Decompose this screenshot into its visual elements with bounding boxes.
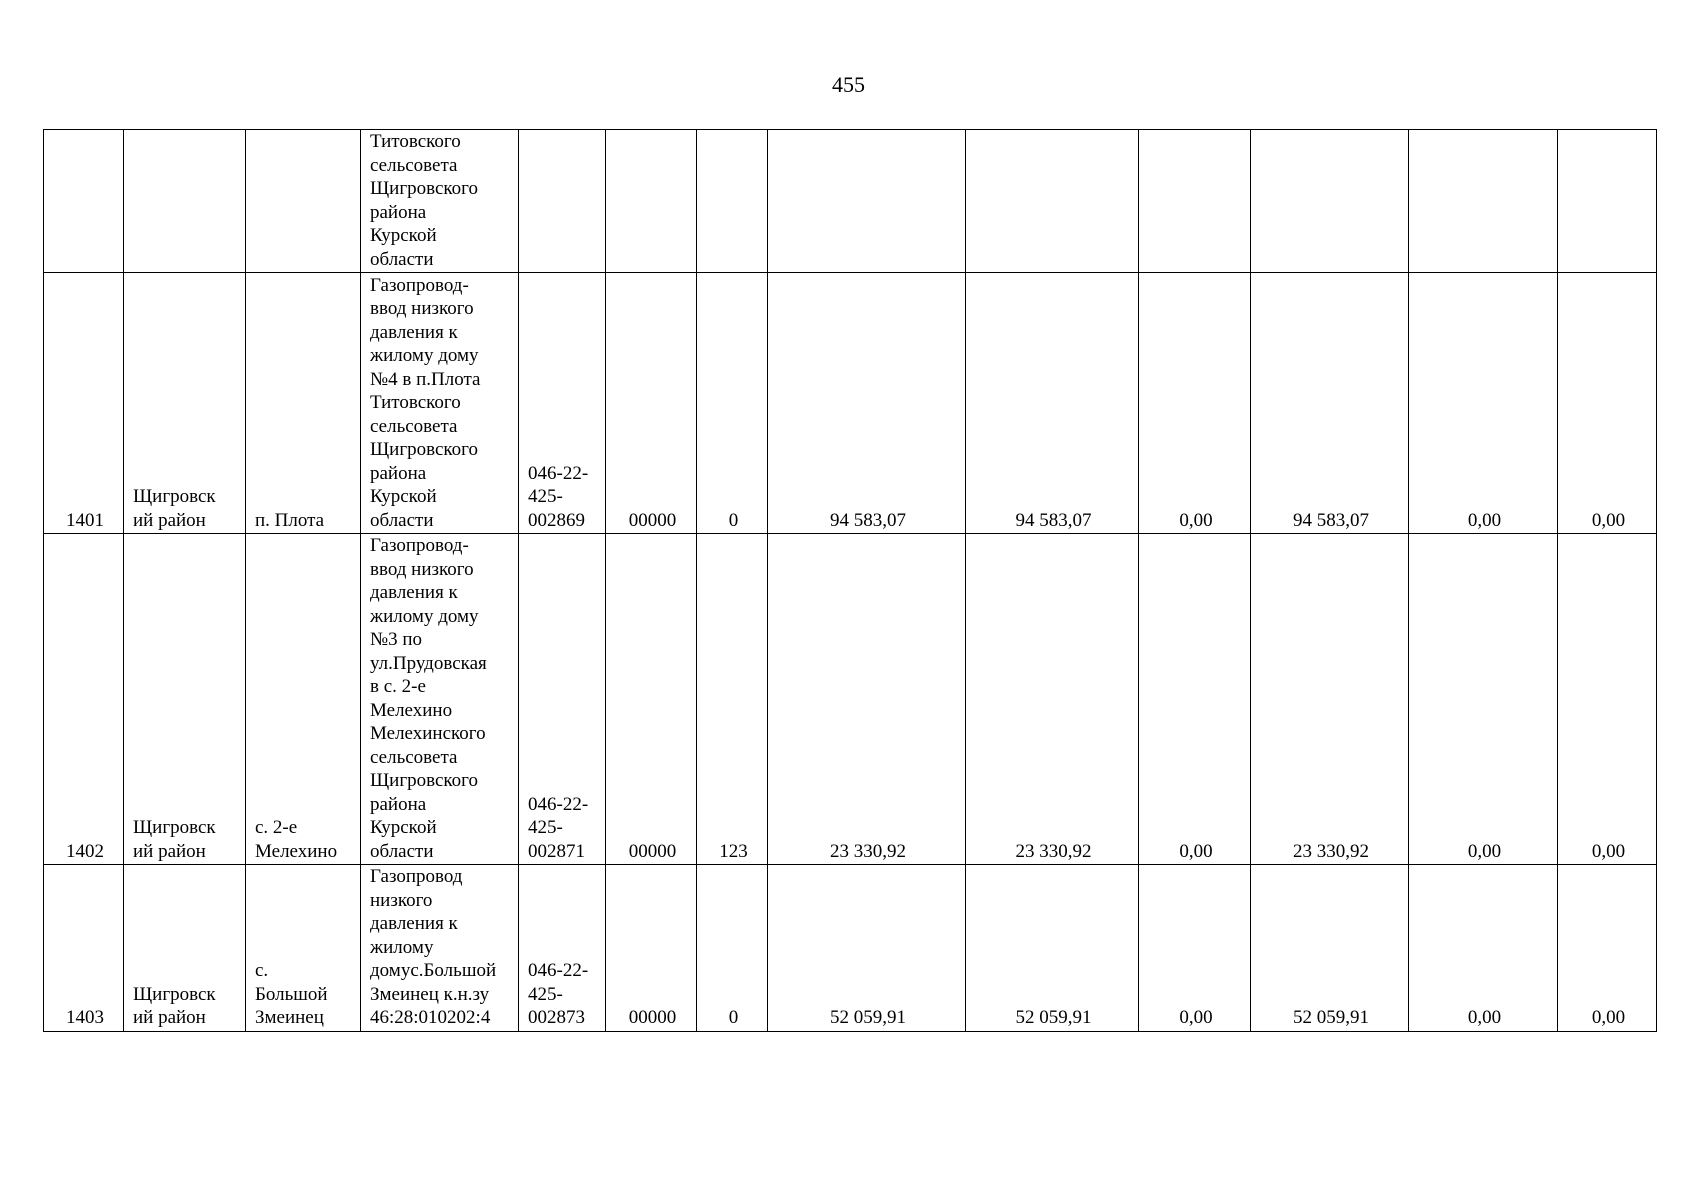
value-cell-1 xyxy=(768,865,966,1032)
district-text: Щигровск ий район xyxy=(133,983,216,1028)
col6-cell xyxy=(606,534,697,865)
value-1: 94 583,07 xyxy=(830,509,906,531)
col6-text: 00000 xyxy=(628,509,677,531)
value-4: 94 583,07 xyxy=(1293,509,1369,531)
value-cell-5 xyxy=(1409,130,1558,273)
locality-cell xyxy=(246,865,361,1032)
description-cell xyxy=(361,534,519,865)
value-1: 23 330,92 xyxy=(830,840,906,862)
value-5: 0,00 xyxy=(1467,509,1502,531)
district-cell xyxy=(124,130,246,273)
code-text: 046-22- 425- 002869 xyxy=(528,462,589,531)
value-5: 0,00 xyxy=(1467,1007,1502,1028)
code-cell xyxy=(519,534,606,865)
value-2: 23 330,92 xyxy=(1015,840,1092,862)
value-cell-3 xyxy=(1139,273,1251,534)
row-number: 1401 xyxy=(66,509,104,531)
value-cell-5 xyxy=(1409,534,1558,865)
row-number: 1402 xyxy=(66,840,104,862)
value-2: 94 583,07 xyxy=(1015,509,1092,531)
description-cell xyxy=(361,865,519,1032)
value-3: 0,00 xyxy=(1179,1007,1213,1028)
value-4: 52 059,91 xyxy=(1293,1007,1369,1028)
value-cell-2 xyxy=(966,865,1139,1032)
district-cell xyxy=(124,273,246,534)
value-3: 0,00 xyxy=(1179,840,1213,862)
value-cell-1 xyxy=(768,273,966,534)
code-cell xyxy=(519,273,606,534)
value-cell-5 xyxy=(1409,273,1558,534)
table-row xyxy=(44,273,1657,534)
col7-cell xyxy=(697,865,768,1032)
value-cell-4 xyxy=(1251,130,1409,273)
value-cell-4 xyxy=(1251,534,1409,865)
district-cell xyxy=(124,534,246,865)
locality-cell xyxy=(246,273,361,534)
value-6: 0,00 xyxy=(1591,509,1626,531)
row-number: 1403 xyxy=(66,1007,104,1028)
value-6: 0,00 xyxy=(1591,840,1626,862)
page-number: 455 xyxy=(832,72,865,97)
row-number-cell xyxy=(44,130,124,273)
value-cell-6 xyxy=(1558,130,1657,273)
locality-cell xyxy=(246,534,361,865)
value-cell-5 xyxy=(1409,865,1558,1032)
col6-cell xyxy=(606,273,697,534)
description-cell xyxy=(361,130,519,273)
value-cell-3 xyxy=(1139,534,1251,865)
code-text: 046-22- 425- 002871 xyxy=(528,793,589,862)
row-number-cell xyxy=(44,865,124,1032)
col7-cell xyxy=(697,534,768,865)
district-cell xyxy=(124,865,246,1032)
locality-text: с. Большой Змеинец xyxy=(255,960,328,1028)
value-6: 0,00 xyxy=(1591,1007,1626,1028)
description-text: Титовского сельсовета Щигровского района Курской области xyxy=(370,131,479,270)
value-cell-6 xyxy=(1558,534,1657,865)
col6-cell xyxy=(606,865,697,1032)
value-3: 0,00 xyxy=(1179,509,1213,531)
row-number-cell xyxy=(44,534,124,865)
value-cell-2 xyxy=(966,130,1139,273)
value-cell-4 xyxy=(1251,273,1409,534)
locality-cell xyxy=(246,130,361,273)
value-4: 23 330,92 xyxy=(1293,840,1369,862)
value-cell-2 xyxy=(966,273,1139,534)
value-2: 52 059,91 xyxy=(1015,1007,1092,1028)
description-text: Газопровод- ввод низкого давления к жилому дому №3 по ул.Прудовская в с. 2-е Мелехино Мелехинского сельсовета Щигровского района Курской области xyxy=(370,535,487,862)
district-text: Щигровск ий район xyxy=(133,486,216,531)
code-cell xyxy=(519,865,606,1032)
value-cell-6 xyxy=(1558,273,1657,534)
table-row xyxy=(44,534,1657,865)
col6-text: 00000 xyxy=(628,1007,677,1028)
district-text: Щигровск ий район xyxy=(133,817,216,862)
col7-text: 0 xyxy=(728,509,739,531)
col7-cell xyxy=(697,130,768,273)
col6-text: 00000 xyxy=(628,840,677,862)
locality-text: п. Плота xyxy=(255,509,325,531)
code-text: 046-22- 425- 002873 xyxy=(528,960,589,1028)
row-number-cell xyxy=(44,273,124,534)
property-register-table xyxy=(43,129,1657,1032)
value-cell-2 xyxy=(966,534,1139,865)
value-cell-6 xyxy=(1558,865,1657,1032)
value-5: 0,00 xyxy=(1467,840,1502,862)
table-row xyxy=(44,130,1657,273)
description-cell xyxy=(361,273,519,534)
value-1: 52 059,91 xyxy=(830,1007,906,1028)
code-cell xyxy=(519,130,606,273)
description-text: Газопровод низкого давления к жилому домус.Большой Змеинец к.н.зу 46:28:010202:4 xyxy=(370,866,497,1028)
value-cell-3 xyxy=(1139,865,1251,1032)
col7-text: 123 xyxy=(719,840,748,862)
locality-text: с. 2-е Мелехино xyxy=(255,817,338,862)
description-text: Газопровод- ввод низкого давления к жилому дому №4 в п.Плота Титовского сельсовета Щигровского района Курской области xyxy=(370,274,481,531)
col6-cell xyxy=(606,130,697,273)
table-row xyxy=(44,865,1657,1032)
col7-text: 0 xyxy=(728,1007,739,1028)
value-cell-1 xyxy=(768,534,966,865)
value-cell-1 xyxy=(768,130,966,273)
col7-cell xyxy=(697,273,768,534)
value-cell-3 xyxy=(1139,130,1251,273)
value-cell-4 xyxy=(1251,865,1409,1032)
